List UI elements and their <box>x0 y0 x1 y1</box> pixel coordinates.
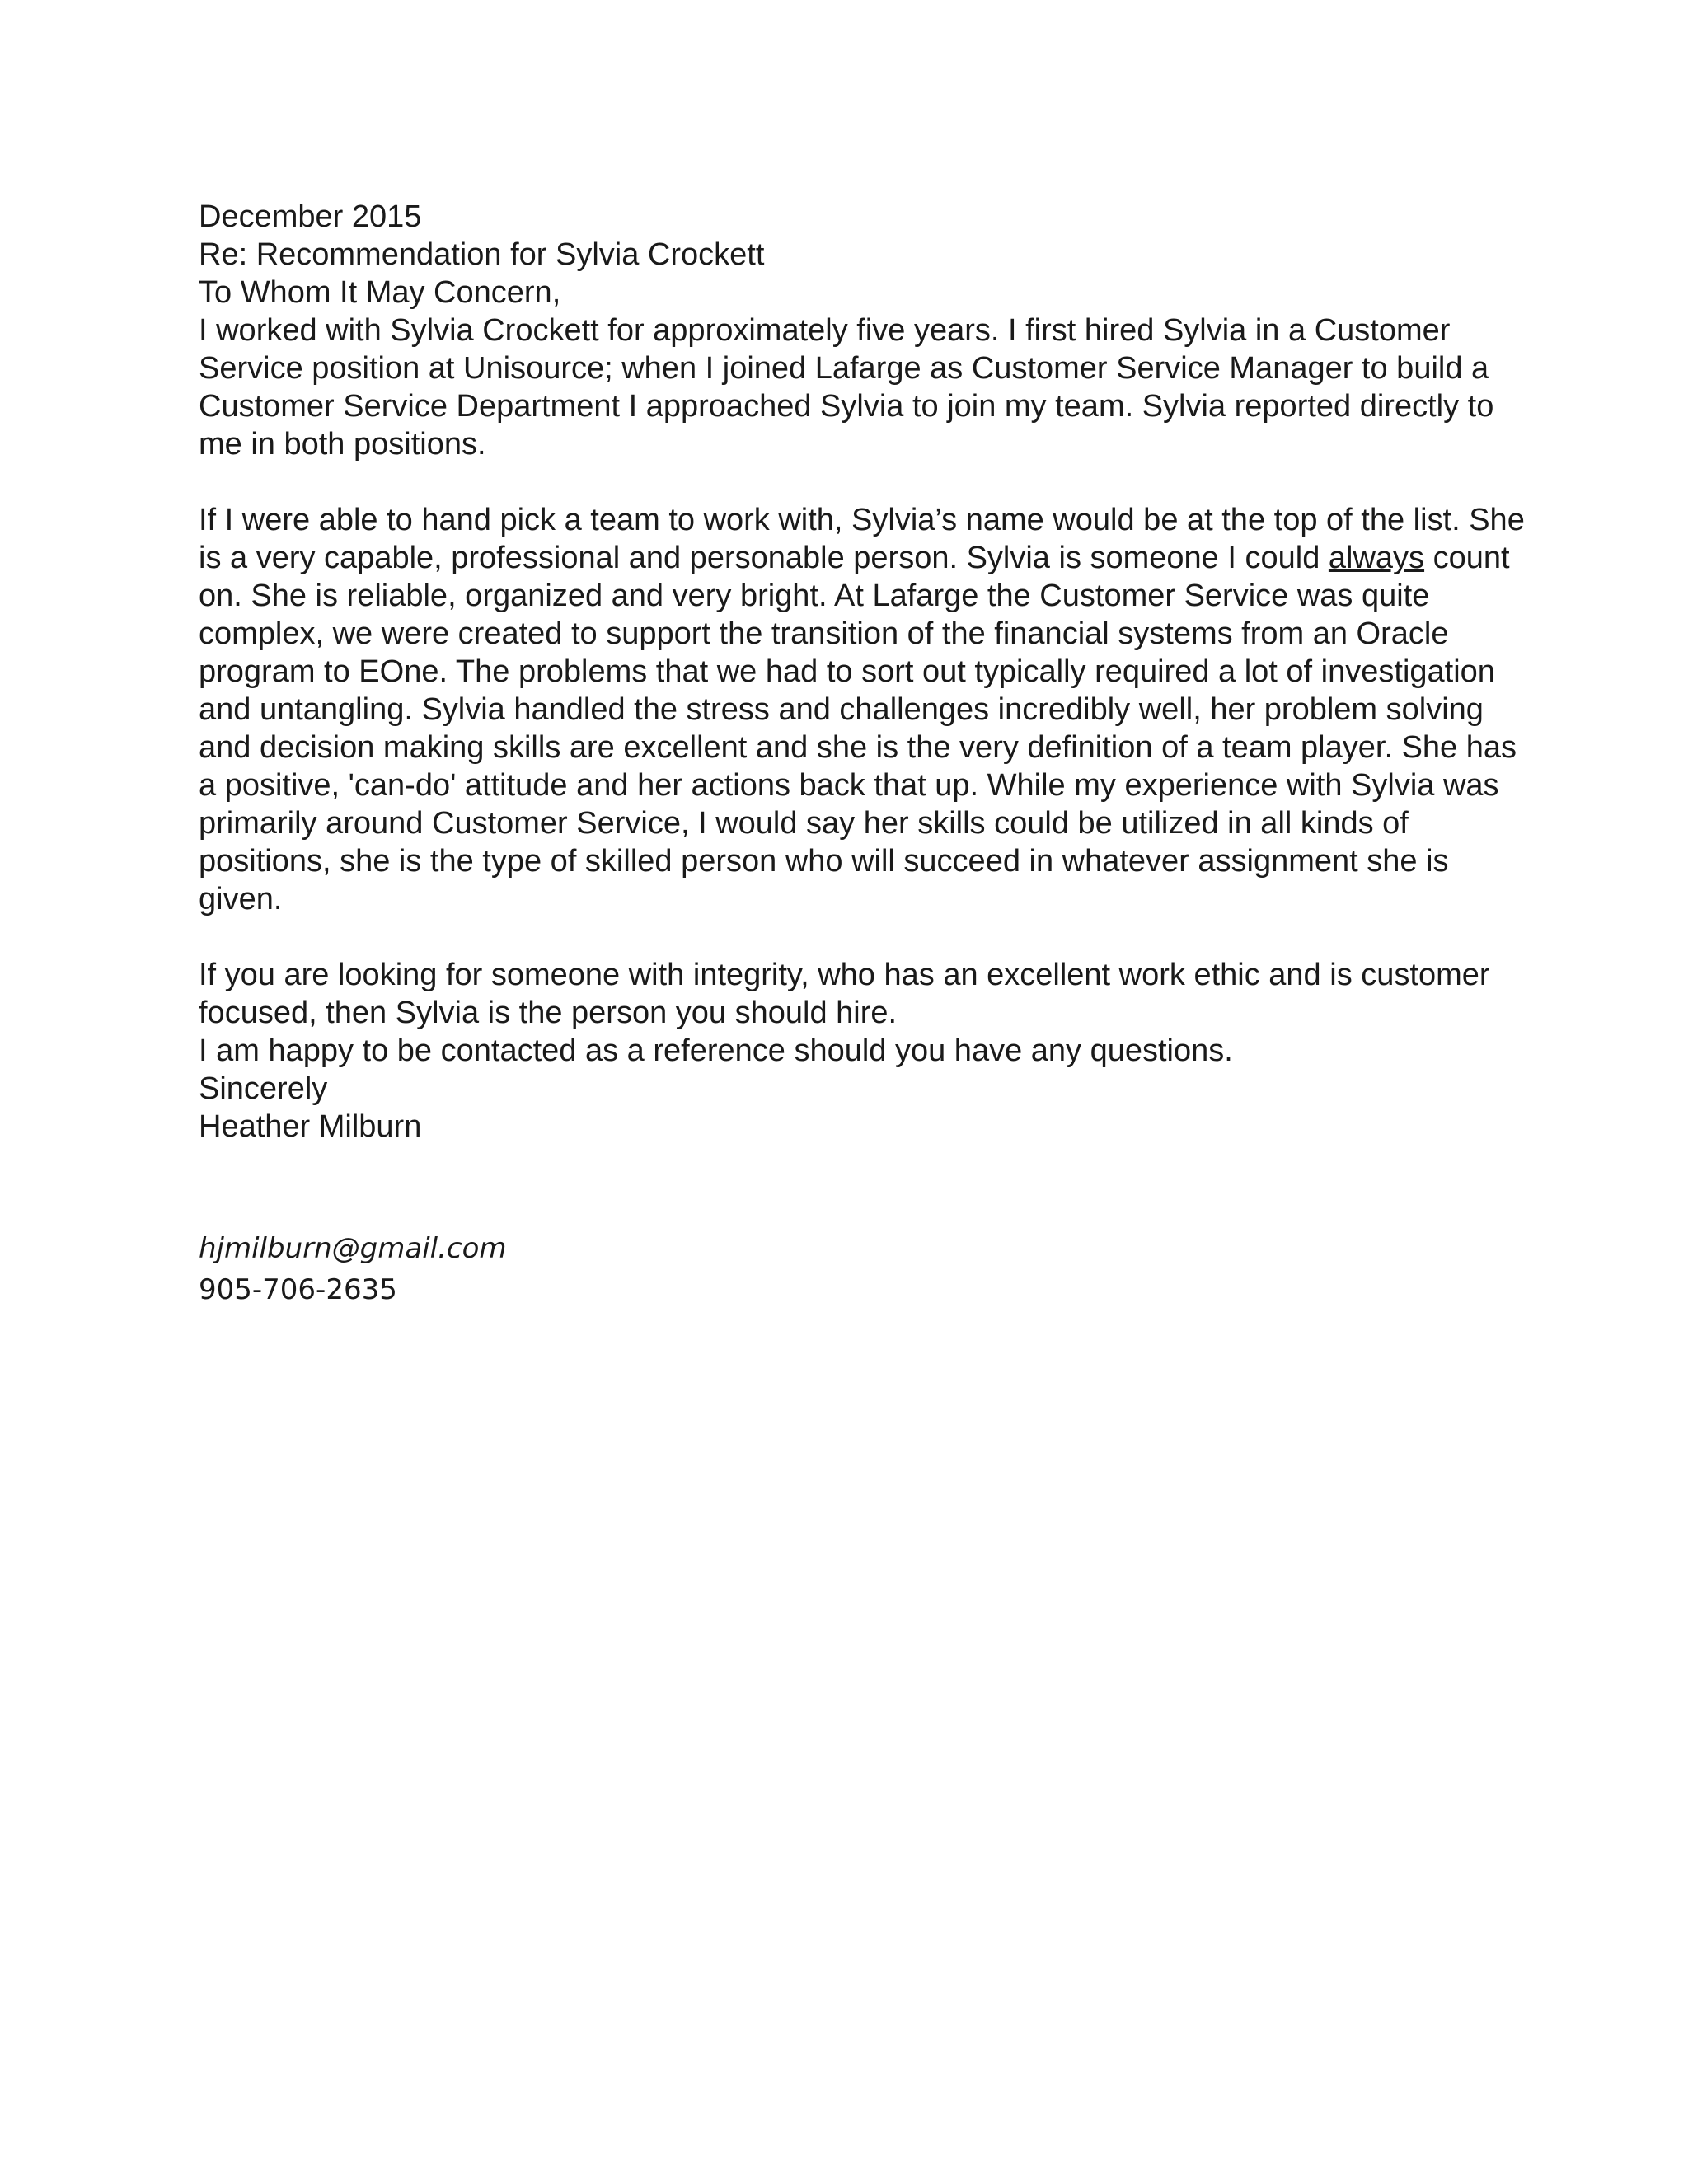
recommendation-letter <box>199 198 1526 1310</box>
closing: Sincerely <box>199 1071 328 1106</box>
emphasized-word: always <box>1328 541 1425 575</box>
paragraph-2-text-start: If I were able to hand pick a team to work with, Sylvia’s name would be at the top of the list. She is a very capable, professional and personable person. Sylvia is someone I could <box>199 503 1525 575</box>
paragraph-2-text-end: count on. She is reliable, organized and very bright. At Lafarge the Customer Service was quite complex, we were created to support the transition of the financial systems from an Oracle program to EOne. The problems that we had to sort out typically required a lot of investigation and untangling. Sylvia handled the stress and challenges incredibly well, her problem solving and decision making skills are excellent and she is the very definition of a team player. She has a positive, 'can-do' attitude and her actions back that up. While my experience with Sylvia was primarily around Customer Service, I would say her skills could be utilized in all kinds of positions, she is the type of skilled person who will succeed in whatever assignment she is given. <box>199 541 1517 916</box>
body-paragraph-2 <box>199 501 1526 918</box>
email-link[interactable]: hjmilburn@gmail.com <box>199 1232 507 1265</box>
letter-date: December 2015 <box>199 199 422 234</box>
body-paragraph-4: I am happy to be contacted as a reference should you have any questions. <box>199 1033 1233 1068</box>
signer-name: Heather Milburn <box>199 1109 422 1144</box>
body-paragraph-1: I worked with Sylvia Crockett for approximately five years. I first hired Sylvia in a Customer Service position at Unisource; when I joined Lafarge as Customer Service Manager to build a Customer Service Department I approached Sylvia to join my team. Sylvia reported directly to me in both positions. <box>199 313 1494 462</box>
body-paragraph-3: If you are looking for someone with integrity, who has an excellent work ethic and is customer focused, then Sylvia is the person you should hire. <box>199 958 1490 1030</box>
phone-number: 905-706-2635 <box>199 1273 397 1306</box>
salutation: To Whom It May Concern, <box>199 275 561 310</box>
contact-block <box>199 1228 1526 1310</box>
subject-line: Re: Recommendation for Sylvia Crockett <box>199 237 765 272</box>
